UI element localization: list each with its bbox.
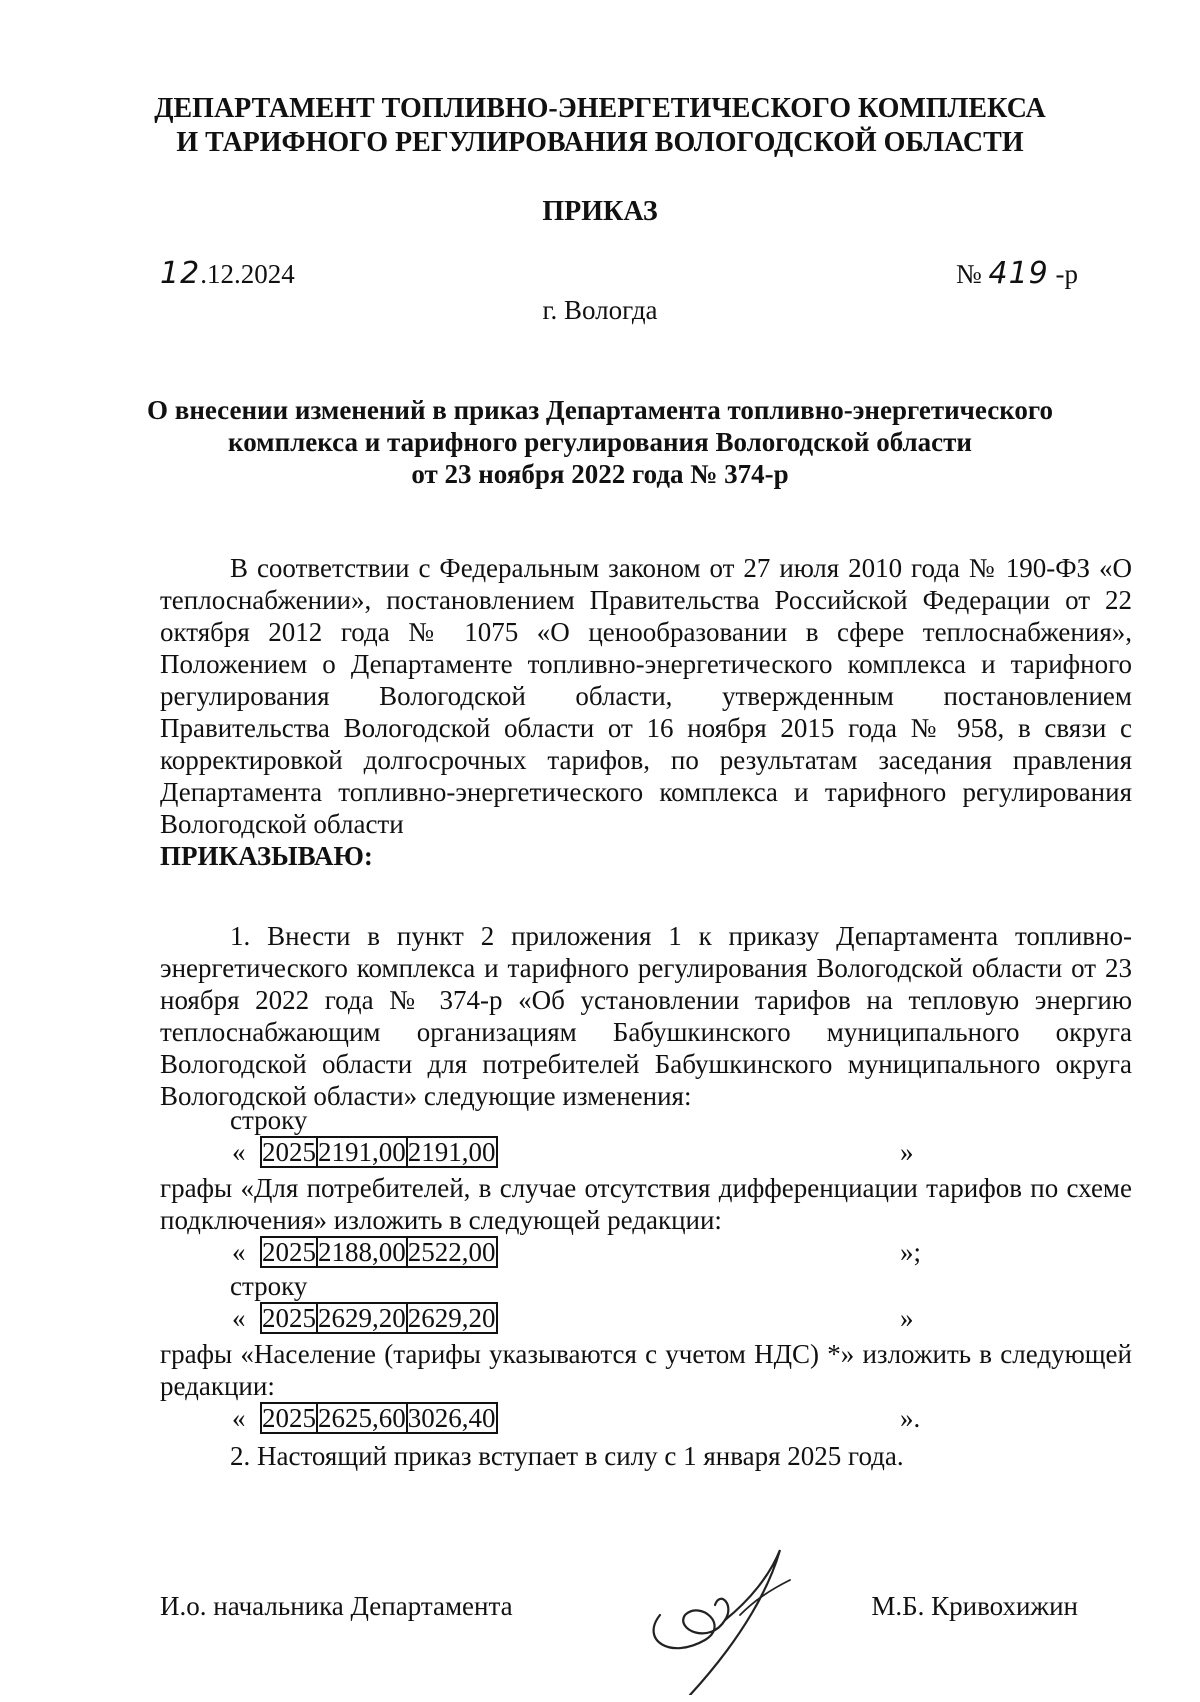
date-rest: .12.2024 (200, 259, 295, 289)
subject-line-2: комплекса и тарифного регулирования Вологодской области (228, 427, 972, 457)
tariff-table-2 (260, 1236, 498, 1268)
row-close-quote: » (900, 1137, 914, 1167)
item-1-paragraph: 1. Внести в пункт 2 приложения 1 к приказу Департамента топливно-энергетического комплекса и тарифного регулирования Вологодской области от 23 ноября 2022 года № 374-р «Об установлении тарифов на тепловую энергию теплоснабжающим организациям Бабушкинского муниципального округа Вологодской области для потребителей Бабушкинского муниципального округа Вологодской области» следующие изменения: (160, 921, 1132, 1111)
date-day-handwritten: 12 (160, 256, 201, 291)
text-after-row-1: графы «Для потребителей, в случае отсутствия дифференциации тарифов по схеме подключения» изложить в следующей редакции: (160, 1173, 1132, 1235)
signature-scribble-icon (630, 1545, 820, 1695)
row-open-quote: « (232, 1137, 246, 1167)
row-year: 2025 (262, 1303, 316, 1333)
header-line-1: ДЕПАРТАМЕНТ ТОПЛИВНО-ЭНЕРГЕТИЧЕСКОГО КОМПЛЕКСА (154, 93, 1046, 124)
header-line-2: И ТАРИФНОГО РЕГУЛИРОВАНИЯ ВОЛОГОДСКОЙ ОБЛАСТИ (176, 127, 1024, 158)
order-word: ПРИКАЗЫВАЮ: (160, 841, 373, 871)
row-close-quote: »; (900, 1237, 922, 1267)
row-value-1: 2625,60 (318, 1403, 406, 1433)
word-stroku-1: строку (230, 1105, 308, 1135)
row-value-1: 2629,20 (318, 1303, 406, 1333)
document-city: г. Вологда (542, 295, 658, 325)
row-year: 2025 (262, 1237, 316, 1267)
row-close-quote: » (900, 1303, 914, 1333)
tariff-table-4 (260, 1402, 498, 1434)
row-open-quote: « (232, 1303, 246, 1333)
row-close-quote: ». (900, 1403, 921, 1433)
word-stroku-2: строку (230, 1271, 308, 1301)
subject-line-1: О внесении изменений в приказ Департамента топливно-энергетического (146, 395, 1053, 425)
tariff-table-3 (260, 1302, 498, 1334)
number-prefix: № (955, 259, 989, 289)
document-subject (140, 394, 1060, 490)
number-handwritten: 419 (988, 256, 1049, 291)
document-date (160, 258, 295, 290)
row-value-2: 2629,20 (407, 1303, 496, 1333)
row-year: 2025 (262, 1403, 316, 1433)
document-number (956, 258, 1078, 290)
handwritten-signature (630, 1545, 820, 1702)
department-header (0, 92, 1200, 160)
row-value-1: 2188,00 (318, 1237, 406, 1267)
tariff-table-1 (260, 1136, 498, 1168)
row-value-2: 2191,00 (407, 1137, 496, 1167)
row-open-quote: « (232, 1237, 246, 1267)
row-open-quote: « (232, 1403, 246, 1433)
row-value-2: 2522,00 (407, 1237, 496, 1267)
signatory-position: И.о. начальника Департамента (160, 1591, 513, 1621)
item-2-paragraph: 2. Настоящий приказ вступает в силу с 1 января 2025 года. (230, 1441, 904, 1471)
row-value-1: 2191,00 (318, 1137, 406, 1167)
text-after-row-3: графы «Население (тарифы указываются с учетом НДС) *» изложить в следующей редакции: (160, 1339, 1132, 1401)
subject-line-3: от 23 ноября 2022 года № 374-р (411, 459, 789, 489)
preamble-paragraph: В соответствии с Федеральным законом от 27 июля 2010 года № 190-ФЗ «О теплоснабжении», постановлением Правительства Российской Федерации от 22 октября 2012 года № 1075 «О ценообразовании в сфере теплоснабжения», Положением о Департаменте топливно-энергетического комплекса и тарифного регулирования Вологодской области, утвержденным постановлением Правительства Вологодской области от 16 ноября 2015 года № 958, в связи с корректировкой долгосрочных тарифов, по результатам заседания правления Департамента топливно-энергетического комплекса и тарифного регулирования Вологодской области (160, 553, 1132, 839)
signatory-name: М.Б. Кривохижин (871, 1591, 1078, 1621)
row-year: 2025 (262, 1137, 316, 1167)
number-suffix: -р (1048, 259, 1078, 289)
row-value-2: 3026,40 (407, 1403, 496, 1433)
document-type: ПРИКАЗ (542, 196, 658, 227)
